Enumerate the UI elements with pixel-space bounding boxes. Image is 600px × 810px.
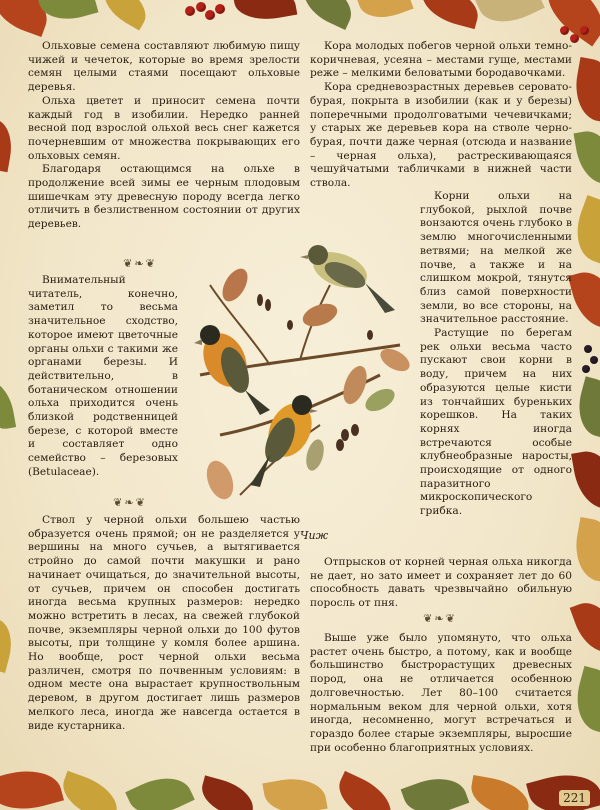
siskin-bird-top [300,245,395,313]
paragraph: Ольховые семена составляют любимую пищу чижей и чечеток, которые во время зрелости семян целыми стаями посещают ольховые деревья. [28,40,300,94]
page-number: 221 [559,790,590,806]
paragraph: Ольха цветет и приносит семена почти каждый год в изобилии. Нередко ранней весной под взрослой ольхой весь снег кажется почерневшим от множества покрывающих его ольховых семян. [28,94,300,162]
paragraph: Корни ольхи на глубокой, рыхлой почве вонзаются очень глубоко в землю многочисленными ветвями; на мелкой же почве, а также и на слишком мокрой, тянутся близ самой поверхности земли, во все стороны, на значительное расстояние. [420,190,573,326]
left-column-top [28,40,300,232]
siskin-illustration [180,225,420,525]
right-column-mid [310,556,572,611]
left-column-bottom [28,514,300,733]
paragraph: Кора молодых побегов черной ольхи темно-коричневая, усеяна – местами гуще, местами реже – мелкими беловатыми бородавочками. [310,40,572,80]
left-column-narrow [28,274,178,480]
right-column-top [310,40,572,191]
paragraph: Внимательный читатель, конечно, заметил то весьма значительное сходство, которое имеют цветочные органы ольхи с такими же органами березы. И действительно, в ботаническом отношении ольха приходится очень близкой родственницей березе, с которой вместе и составляет одно семейство – березовых (Betulaceae). [28,274,178,478]
siskin-bird-left [194,325,270,415]
ornament-divider: ❦❧❦ [123,257,157,270]
paragraph: Благодаря остающимся на ольхе в продолжение всей зимы ее черным плодовым шишечкам эту древесную породу всегда легко отличить в безлиственном состоянии от других деревьев. [28,163,300,231]
paragraph: Отпрысков от корней черная ольха никогда не дает, но зато имеет и сохраняет лет до 60 способность давать чрезвычайно обильную поросль от пня. [310,556,572,610]
paragraph: Выше уже было упомянуто, что ольха растет очень быстро, а потому, как и вообще большинство быстрорастущих древесных пород, она не отличается особенною долговечностью. Лет 80–100 считается нормальным веком для черной ольхи, хотя иногда, несомненно, могут встречаться и гораздо более старые экземпляры, выросшие при особенно благоприятных условиях. [310,632,572,754]
right-column-bottom [310,632,572,755]
ornament-divider: ❦❧❦ [423,612,457,625]
paragraph: Ствол у черной ольхи большею частью образуется очень прямой; он не разделяется у вершины на много сучьев, а вытягивается стройно до самой почти макушки и рано начинает очищаться, до значительной высоты, от сучьев, причем он способен достигать иногда весьма крупных размеров: нередко можно встретить в лесах, на свежей глубокой почве, экземпляры черной ольхи до 100 футов высоты, при толщине у комля более аршина. Но вообще, рост черной ольхи весьма различен, смотря по почвенным условиям: в одном месте она вырастает крупноствольным деревом, в другом достигает лишь размеров мелкого леса, иногда же навсегда остается в виде кустарника. [28,514,300,732]
ornament-divider: ❦❧❦ [113,496,147,509]
paragraph: Растущие по берегам рек ольхи весьма часто пускают свои корни в воду, причем на них образуются целые кисти из тончайших буреньких корешков. На таких корнях иногда встречаются особые клубнеобразные наросты, происходящие от одного паразитного микроскопического грибка. [420,327,572,518]
paragraph: Кора средневозрастных деревьев серовато-бурая, покрыта в изобилии (как и у березы) поперечными продолговатыми чечевичками; у старых же деревьев кора на стволе черно-бурая, почти даже черная (отсюда и название – черная ольха), растрескивающаяся чешуйчатыми табличками в нижней части ствола. [310,81,572,190]
illustration-caption: Чиж [300,529,329,542]
right-column-wrap [420,190,572,519]
